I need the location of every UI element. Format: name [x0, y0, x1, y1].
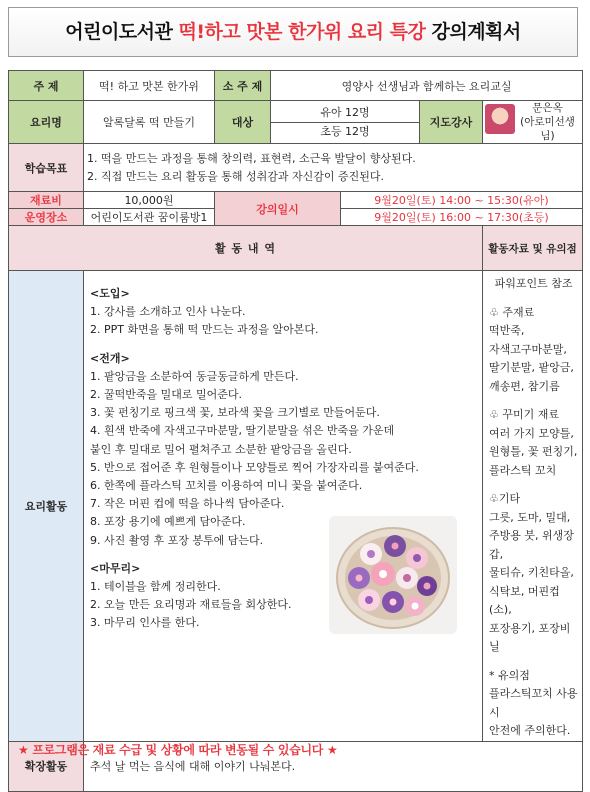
page-title [9, 8, 577, 56]
rice-cake-photo [329, 516, 457, 634]
list-item: 주방용 붓, 위생장갑, [489, 529, 574, 561]
subtopic-value: 영양사 선생님과 함께하는 요리교실 [271, 71, 583, 101]
list-item: 식탁보, 머핀컵(소), [489, 584, 560, 616]
list-item: 여러 가지 모양틀, [489, 426, 574, 440]
title-part-3: 강의계획서 [431, 21, 521, 43]
target-preschool: 유아 12명 [271, 104, 419, 123]
dish-value: 알록달록 떡 만들기 [84, 101, 215, 144]
list-item: 9. 사진 촬영 후 포장 봉투에 담는다. [90, 533, 264, 547]
cost-label: 재료비 [9, 192, 84, 209]
list-item: 7. 작은 머핀 컵에 떡을 하나씩 담아준다. [90, 497, 285, 511]
materials-deco-title: ♧ 꾸미기 재료 [489, 408, 559, 421]
goals-label: 학습목표 [9, 144, 84, 192]
goals-list [84, 144, 583, 192]
rice-cake-photo-illustration [329, 516, 457, 634]
list-item: 3. 꽃 펀칭기로 핑크색 꽃, 보라색 꽃을 크기별로 만들어둔다. [90, 406, 380, 420]
extension-label: 확장활동 [9, 741, 84, 791]
materials-content [483, 271, 583, 742]
list-item: 딸기분말, 팥앙금, [489, 361, 574, 374]
schedule-line-1: 9월20일(토) 14:00 ~ 15:30(유아) [341, 192, 583, 209]
cost-value: 10,000원 [84, 192, 215, 209]
list-item: 붙인 후 밀대로 밀어 펼쳐주고 소분한 팥앙금을 올린다. [90, 442, 352, 456]
materials-etc-title: ♧기타 [489, 492, 521, 505]
develop-title: <전개> [90, 351, 130, 365]
subtopic-label: 소 주 제 [215, 71, 271, 101]
main-activity-label: 요리활동 [9, 271, 84, 742]
title-part-1: 어린이도서관 [65, 21, 173, 43]
list-item: 안전에 주의한다. [489, 724, 571, 737]
subject-value: 떡! 하고 맛본 한가위 [84, 71, 215, 101]
list-item: 1. 팥앙금을 소분하여 동글동글하게 만든다. [90, 369, 299, 383]
list-item: 2. PPT 화면을 통해 떡 만드는 과정을 알아본다. [90, 323, 319, 337]
instructor-nickname: (아로미선생님) [520, 116, 575, 142]
venue-value: 어린이도서관 꿈이룸방1 [84, 209, 215, 226]
extension-value: 추석 날 먹는 음식에 대해 이야기 나눠본다. [84, 741, 583, 791]
subject-label: 주 제 [9, 71, 84, 101]
activity-header: 활 동 내 역 [9, 226, 483, 271]
target-values [271, 101, 420, 144]
list-item: 포장용기, 포장비닐 [489, 621, 571, 653]
materials-main-title: ♧ 주재료 [489, 305, 535, 319]
instructor-name: 문은옥 [532, 102, 563, 114]
goal-item: 1. 떡을 만드는 과정을 통해 창의력, 표현력, 소근육 발달이 향상된다. [87, 151, 416, 165]
activity-content [84, 271, 483, 742]
materials-header: 활동자료 및 유의점 [483, 226, 583, 271]
list-item: 그릇, 도마, 밀대, [489, 510, 571, 524]
list-item: 8. 포장 용기에 예쁘게 담아준다. [90, 515, 246, 529]
title-part-2: 떡!하고 맛본 한가위 요리 특강 [178, 21, 426, 43]
intro-title: <도입> [90, 287, 130, 300]
list-item: 6. 한쪽에 플라스틱 꼬치를 이용하여 미니 꽃을 붙여준다. [90, 479, 363, 493]
target-elementary: 초등 12명 [320, 124, 370, 138]
list-item: 떡반죽, [489, 324, 525, 337]
dish-label: 요리명 [9, 101, 84, 144]
list-item: 2. 오늘 만든 요리명과 재료들을 회상한다. [90, 598, 292, 612]
list-item: 2. 꿀떡반죽을 밀대로 밀어준다. [90, 388, 242, 402]
goal-item: 2. 직접 만드는 요리 활동을 통해 성취감과 자신감이 증진된다. [87, 169, 384, 183]
list-item: 1. 강사를 소개하고 인사 나눈다. [90, 305, 246, 319]
list-item: 물티슈, 키친타올, [489, 566, 574, 579]
schedule-line-2: 9월20일(토) 16:00 ~ 17:30(초등) [341, 209, 583, 226]
schedule-label: 강의일시 [215, 192, 341, 226]
instructor-label: 지도강사 [420, 101, 483, 144]
venue-label: 운영장소 [9, 209, 84, 226]
closing-title: <마무리> [90, 561, 141, 575]
lesson-plan-table [8, 70, 583, 792]
materials-note-title: * 유의점 [489, 668, 530, 682]
instructor-photo [485, 104, 515, 134]
instructor-cell [483, 101, 583, 144]
list-item: 깨송편, 참기름 [489, 379, 560, 393]
title-bar [8, 7, 578, 57]
list-item: 자색고구마분말, [489, 342, 567, 356]
target-label: 대상 [215, 101, 271, 144]
list-item: 3. 마무리 인사를 한다. [90, 616, 200, 630]
list-item: 4. 흰색 반죽에 자색고구마분말, 딸기분말을 섞은 반죽을 가운데 [90, 424, 395, 438]
list-item: 5. 반으로 접어준 후 원형틀이나 모양틀로 찍어 가장자리를 붙여준다. [90, 460, 419, 474]
list-item: 1. 테이블을 함께 정리한다. [90, 580, 221, 594]
list-item: 플라스틱 꼬치 [489, 463, 557, 477]
materials-ppt: 파워포인트 참조 [494, 277, 573, 290]
list-item: 원형틀, 꽃 펀칭기, [489, 445, 578, 458]
footer-notice: ★ 프로그램은 재료 수급 및 상황에 따라 변동될 수 있습니다 ★ [18, 743, 338, 757]
list-item: 플라스틱꼬치 사용 시 [489, 687, 578, 719]
